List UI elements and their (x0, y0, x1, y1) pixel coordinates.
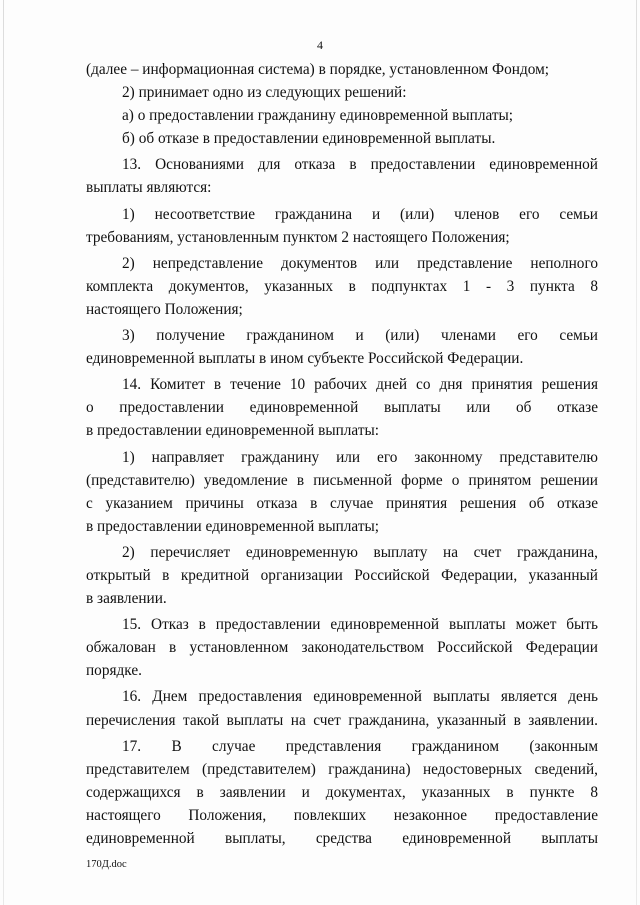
text-line: 2) непредставление документов или представление неполного (122, 254, 598, 272)
text-line: а) о предоставлении гражданину единовременной выплаты; (122, 107, 514, 125)
text-line: перечисления такой выплаты на счет гражданина, указанный в заявлении. (86, 711, 598, 729)
text-line: единовременной выплаты, средства единовременной выплаты (86, 830, 598, 847)
text-line: открытый в кредитной организации Российской Федерации, указанный (86, 566, 598, 584)
scan-edge-left (3, 0, 4, 905)
text-line: комплекта документов, указанных в подпунктах 1 - 3 пункта 8 (86, 277, 598, 295)
text-line: б) об отказе в предоставлении единовременной выплаты. (122, 130, 496, 148)
text-line: 17. В случае представления гражданином (законным (122, 737, 598, 755)
text-line: в предоставлении единовременной выплаты: (86, 422, 380, 440)
text-line: представителем (представителем) гражданина) недостоверных сведений, (86, 760, 598, 778)
scan-edge-right (636, 0, 637, 905)
text-line: настоящего Положения; (86, 300, 243, 318)
text-line: 2) перечисляет единовременную выплату на счет гражданина, (122, 543, 598, 561)
text-line: о предоставлении единовременной выплаты или об отказе (86, 399, 598, 417)
text-line: 14. Комитет в течение 10 рабочих дней со дня принятия решения (122, 376, 598, 394)
text-line: выплаты являются: (86, 179, 212, 197)
text-line: 1) несоответствие гражданина и (или) членов его семьи (122, 205, 598, 223)
text-line: (представителю) уведомление в письменной форме о принятом решении (86, 471, 598, 489)
text-line: единовременной выплаты в ином субъекте Российской Федерации. (86, 350, 524, 368)
footer-filename: 170Д.doc (86, 859, 127, 870)
text-line: обжалован в установленном законодательством Российской Федерации (86, 639, 598, 657)
text-line: в предоставлении единовременной выплаты; (86, 517, 380, 535)
text-line: настоящего Положения, повлекших незаконное предоставление (86, 806, 598, 824)
text-line: в заявлении. (86, 590, 167, 608)
document-body (86, 58, 598, 850)
text-line: 2) принимает одно из следующих решений: (122, 84, 407, 102)
text-line: 15. Отказ в предоставлении единовременной выплаты может быть (122, 616, 598, 634)
text-line: 3) получение гражданином и (или) членами его семьи (122, 327, 598, 345)
text-line: 1) направляет гражданину или его законному представителю (122, 448, 598, 466)
text-line: (далее – информационная система) в порядке, установленном Фондом; (86, 61, 550, 78)
text-line: с указанием причины отказа в случае принятия решения об отказе (86, 494, 598, 512)
page-number: 4 (317, 38, 323, 52)
text-line: содержащихся в заявлении и документах, указанных в пункте 8 (86, 783, 598, 801)
text-line: порядке. (86, 662, 142, 680)
text-line: требованиям, установленным пунктом 2 настоящего Положения; (86, 228, 510, 246)
text-line: 16. Днем предоставления единовременной выплаты является день (122, 688, 598, 706)
text-line: 13. Основаниями для отказа в предоставлении единовременной (122, 156, 598, 174)
